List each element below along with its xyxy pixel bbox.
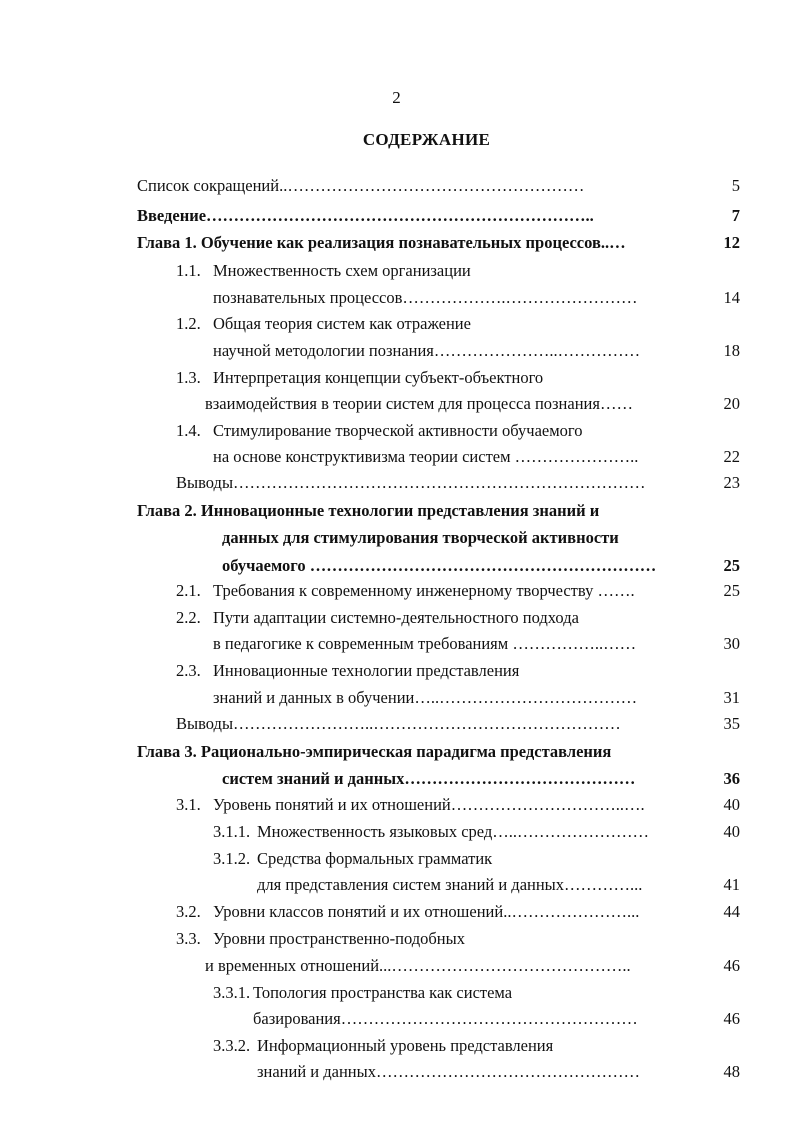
- toc-section-1-4[interactable]: Стимулирование творческой активности обучаемого: [213, 421, 583, 440]
- toc-page: 25: [723, 556, 740, 575]
- toc-page: 48: [723, 1062, 740, 1081]
- toc-section-2-3-cont[interactable]: знаний и данных в обучении…..………………………………: [213, 688, 638, 707]
- toc-section-number: 3.1.: [176, 795, 201, 814]
- toc-page: 40: [723, 822, 740, 841]
- toc-section-3-3-2[interactable]: Информационный уровень представления: [257, 1036, 554, 1055]
- toc-section-1-2-cont[interactable]: научной методологии познания…………………..……………: [213, 341, 641, 360]
- toc-page: 7: [731, 206, 740, 225]
- toc-page: 40: [723, 795, 740, 814]
- toc-chapter-2-cont[interactable]: данных для стимулирования творческой активности: [222, 528, 619, 547]
- toc-section-number: 3.3.2.: [213, 1036, 251, 1055]
- toc-chapter-2-cont[interactable]: обучаемого ………………………………………………………: [222, 556, 657, 575]
- toc-section-3-1-2[interactable]: Средства формальных грамматик: [257, 849, 493, 868]
- toc-section-3-3[interactable]: Уровни пространственно-подобных: [213, 929, 465, 948]
- toc-section-number: 2.1.: [176, 581, 201, 600]
- toc-section-number: 1.3.: [176, 368, 201, 387]
- page-title: СОДЕРЖАНИЕ: [362, 130, 491, 149]
- toc-section-number: 3.3.1.: [213, 983, 251, 1002]
- toc-chapter-2[interactable]: Глава 2. Инновационные технологии представления знаний и: [137, 501, 600, 520]
- toc-section-number: 2.2.: [176, 608, 201, 627]
- toc-section-1-1[interactable]: Множественность схем организации: [213, 261, 471, 280]
- toc-page: 23: [723, 473, 740, 492]
- toc-conclusions-2[interactable]: Выводы……………………..………………………………………: [176, 714, 621, 733]
- toc-section-number: 1.1.: [176, 261, 201, 280]
- toc-page: 14: [723, 288, 740, 307]
- toc-page: 5: [731, 176, 740, 195]
- toc-page: 35: [723, 714, 740, 733]
- toc-page: 22: [723, 447, 740, 466]
- toc-section-3-3-cont[interactable]: и временных отношений...……………………………………..: [205, 956, 631, 975]
- toc-section-3-1[interactable]: Уровень понятий и их отношений…………………………..….: [213, 795, 645, 814]
- toc-chapter-3[interactable]: Глава 3. Рационально-эмпирическая парадигма представления: [137, 742, 612, 761]
- toc-section-3-3-1-cont[interactable]: базирования………………………………………………: [253, 1009, 638, 1028]
- toc-section-number: 3.1.2.: [213, 849, 251, 868]
- toc-section-3-1-2-cont[interactable]: для представления систем знаний и данных…………...: [257, 875, 643, 894]
- toc-section-number: 2.3.: [176, 661, 201, 680]
- toc-page: 41: [723, 875, 740, 894]
- toc-section-3-1-1[interactable]: Множественность языковых сред…..……………………: [257, 822, 650, 841]
- toc-section-number: 3.2.: [176, 902, 201, 921]
- toc-section-2-2[interactable]: Пути адаптации системно-деятельностного подхода: [213, 608, 579, 627]
- toc-section-1-3[interactable]: Интерпретация концепции субъект-объектного: [213, 368, 544, 387]
- toc-section-1-2[interactable]: Общая теория систем как отражение: [213, 314, 471, 333]
- toc-section-1-1-cont[interactable]: познавательных процессов……………….……………………: [213, 288, 638, 307]
- toc-section-3-2[interactable]: Уровни классов понятий и их отношений..…………………...: [213, 902, 640, 921]
- toc-page: 46: [723, 956, 740, 975]
- toc-section-2-1[interactable]: Требования к современному инженерному творчеству …….: [213, 581, 635, 600]
- toc-section-number: 3.1.1.: [213, 822, 251, 841]
- toc-page: 25: [723, 581, 740, 600]
- toc-page: 46: [723, 1009, 740, 1028]
- toc-page: 18: [723, 341, 740, 360]
- toc-page: 31: [723, 688, 740, 707]
- toc-page: 20: [723, 394, 740, 413]
- toc-chapter-3-cont[interactable]: систем знаний и данных……………………………………: [222, 769, 636, 788]
- toc-page: 44: [723, 902, 740, 921]
- toc-introduction[interactable]: Введение……………………………………………………………..: [137, 206, 594, 225]
- toc-chapter-1[interactable]: Глава 1. Обучение как реализация познавательных процессов..…: [137, 233, 626, 252]
- toc-section-number: 3.3.: [176, 929, 201, 948]
- page-number: 2: [392, 88, 401, 107]
- toc-section-2-3[interactable]: Инновационные технологии представления: [213, 661, 520, 680]
- toc-section-2-2-cont[interactable]: в педагогике к современным требованиям ……………..……: [213, 634, 637, 653]
- toc-page: 36: [723, 769, 740, 788]
- toc-section-number: 1.4.: [176, 421, 201, 440]
- toc-page: 12: [723, 233, 740, 252]
- toc-section-1-3-cont[interactable]: взаимодействия в теории систем для процесса познания……: [205, 394, 633, 413]
- toc-page: 30: [723, 634, 740, 653]
- toc-abbreviations[interactable]: Список сокращений..………………………………………………: [137, 176, 585, 195]
- toc-section-1-4-cont[interactable]: на основе конструктивизма теории систем …………………..: [213, 447, 639, 466]
- toc-section-3-3-1[interactable]: Топология пространства как система: [253, 983, 513, 1002]
- toc-section-number: 1.2.: [176, 314, 201, 333]
- toc-conclusions-1[interactable]: Выводы…………………………………………………………………: [176, 473, 646, 492]
- toc-section-3-3-2-cont[interactable]: знаний и данных…………………………………………: [257, 1062, 640, 1081]
